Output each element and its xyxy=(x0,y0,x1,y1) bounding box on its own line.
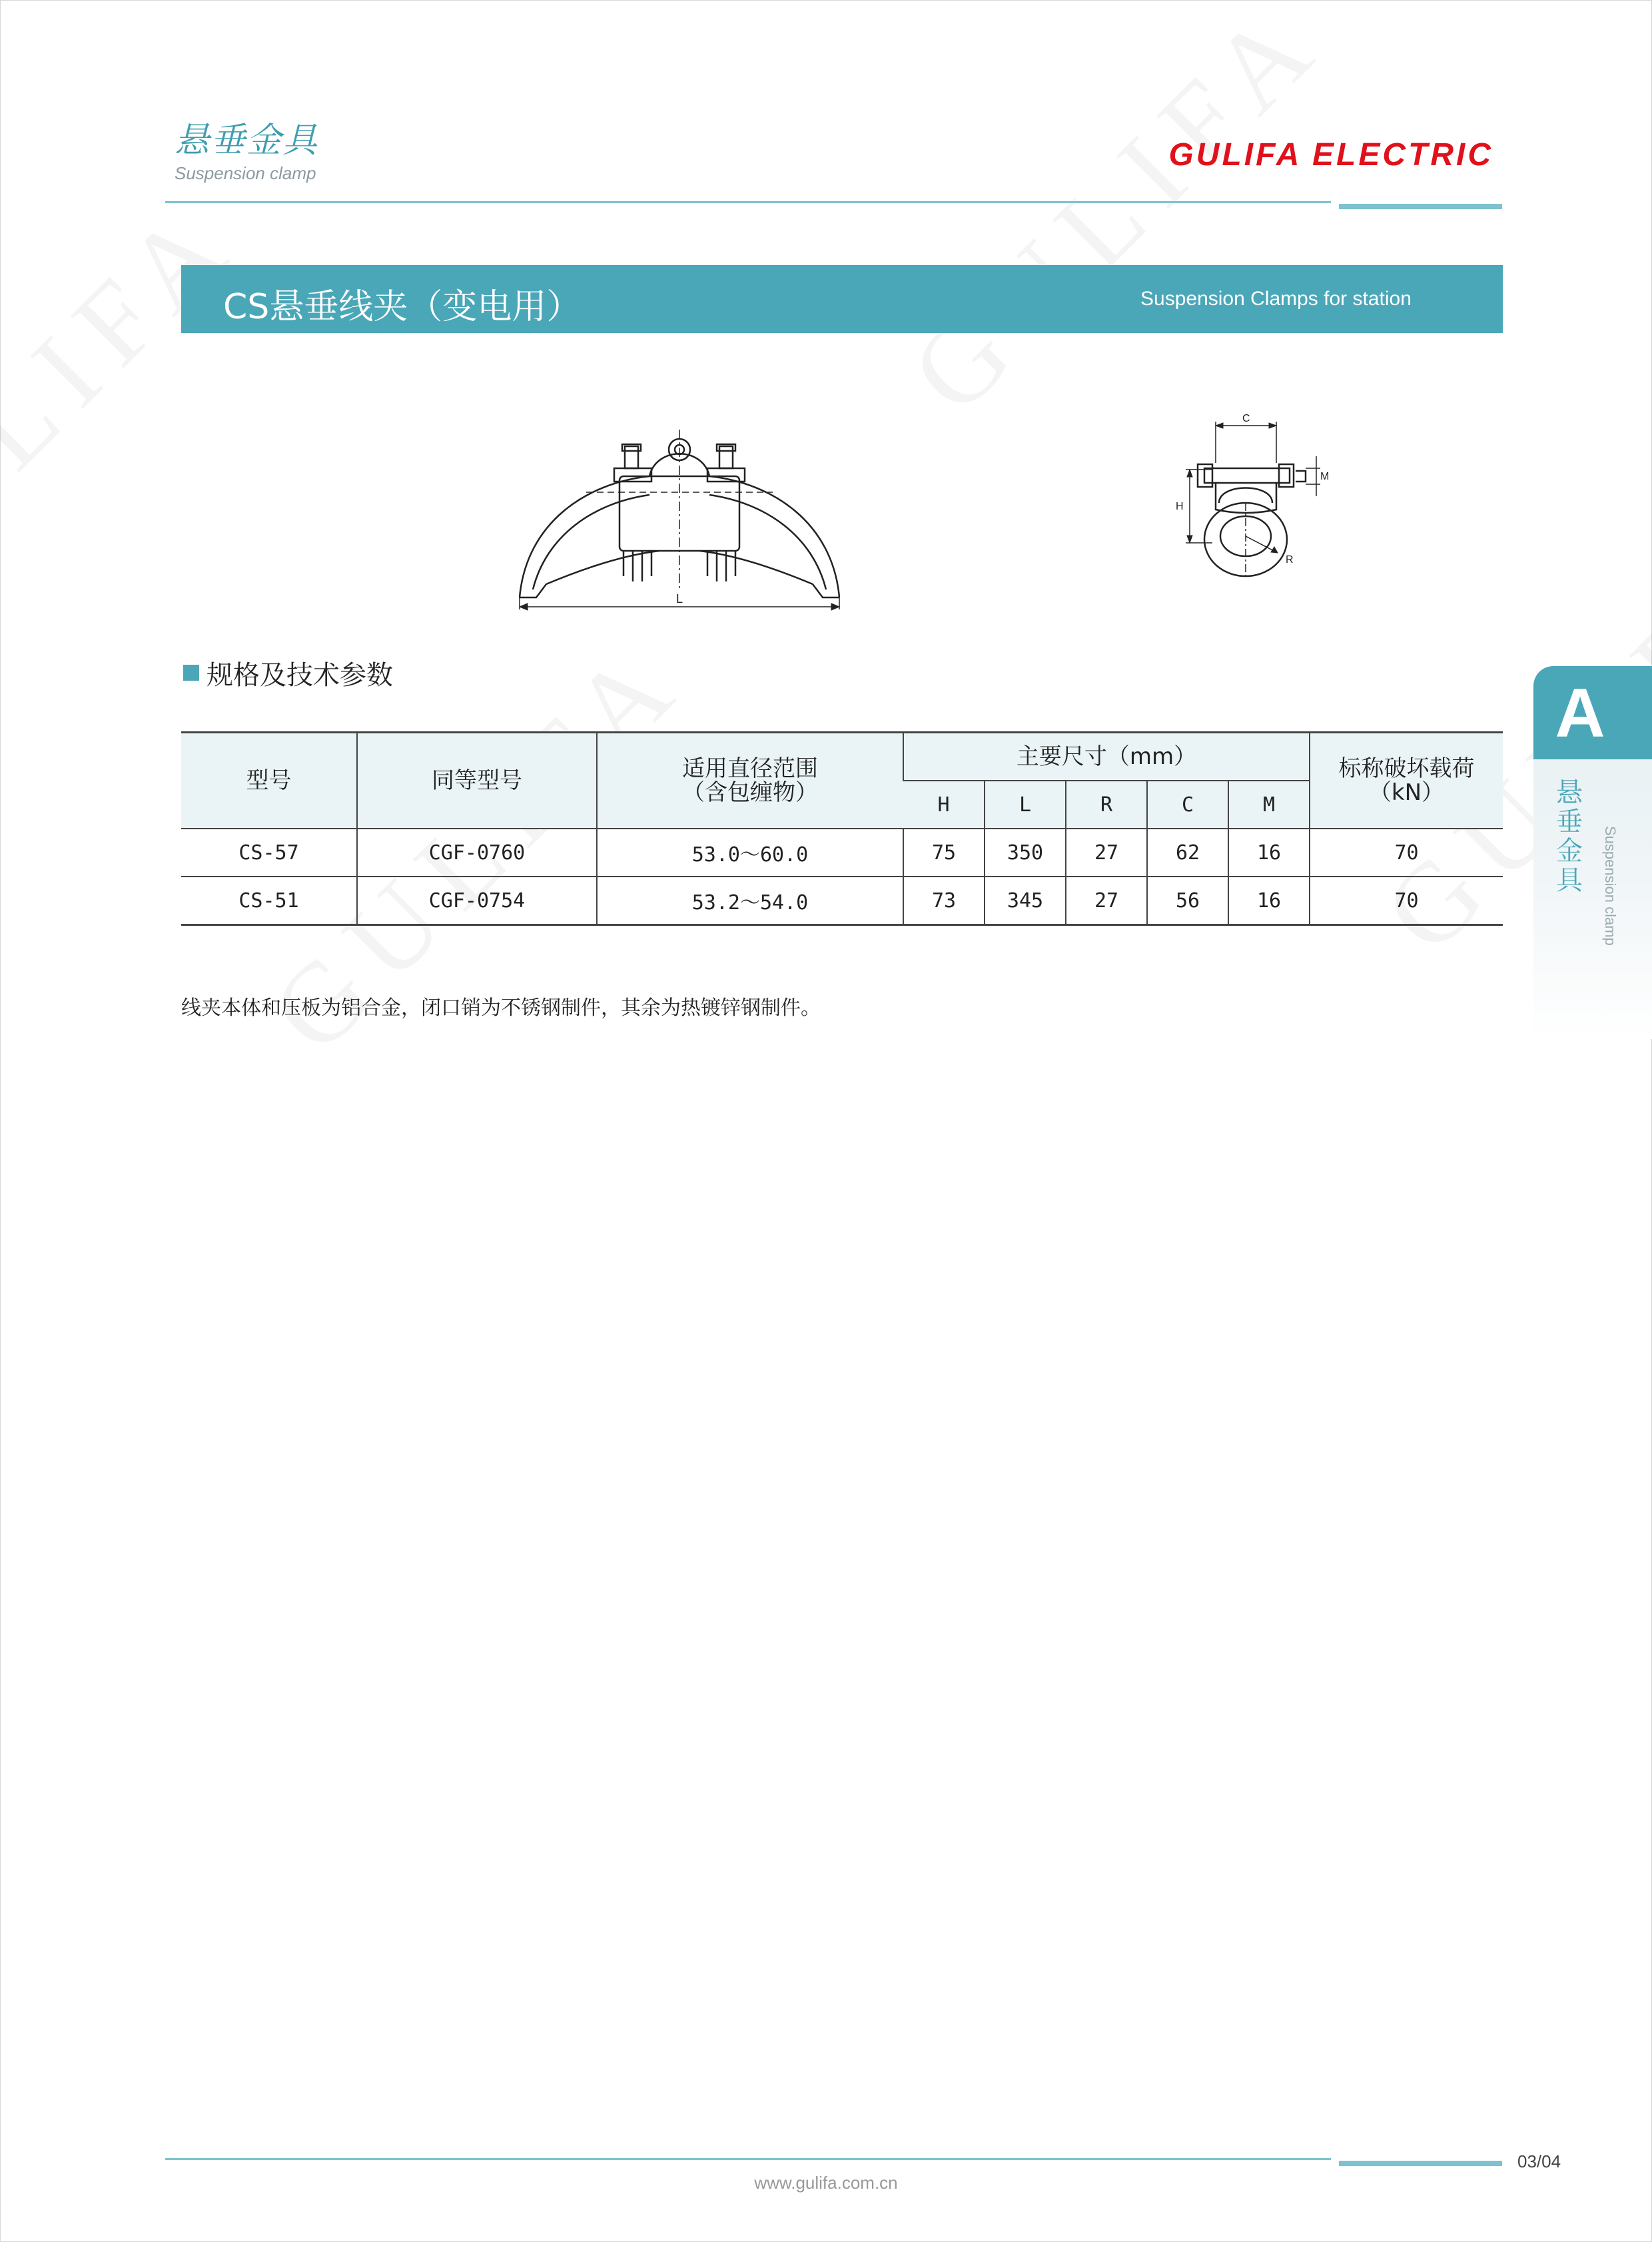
cell-l: 345 xyxy=(985,877,1066,925)
header-dim-h: H xyxy=(903,781,985,829)
header-main-dimensions: 主要尺寸（mm） xyxy=(903,733,1310,781)
cell-r: 27 xyxy=(1066,877,1147,925)
cell-breaking-load: 70 xyxy=(1310,829,1503,877)
category-title: 悬垂金具 xyxy=(175,121,319,161)
brand-logo: GULIFA ELECTRIC xyxy=(1168,137,1493,173)
header-diameter-range-line1: 适用直径范围 xyxy=(682,755,818,782)
header-dim-l: L xyxy=(985,781,1066,829)
header-divider-accent xyxy=(1339,204,1502,209)
front-view-drawing xyxy=(506,410,853,623)
table-row xyxy=(181,829,1503,877)
cell-equivalent-model: CGF-0760 xyxy=(357,829,597,877)
dim-label-l: L xyxy=(676,592,683,605)
cell-diameter-range: 53.2～54.0 xyxy=(597,877,903,925)
cell-l: 350 xyxy=(985,829,1066,877)
dim-label-m: M xyxy=(1320,471,1330,482)
cell-m: 16 xyxy=(1228,829,1310,877)
footer-website: www.gulifa.com.cn xyxy=(754,2173,898,2193)
page-number: 03/04 xyxy=(1517,2151,1561,2171)
footer-divider xyxy=(165,2158,1331,2160)
chapter-letter: A xyxy=(1555,675,1605,752)
header-dim-c: C xyxy=(1147,781,1228,829)
dim-label-c: C xyxy=(1242,413,1250,424)
header-dim-m: M xyxy=(1228,781,1310,829)
cell-model: CS-57 xyxy=(181,829,357,877)
cell-c: 56 xyxy=(1147,877,1228,925)
cell-m: 16 xyxy=(1228,877,1310,925)
cell-r: 27 xyxy=(1066,829,1147,877)
header-diameter-range xyxy=(597,733,903,829)
header-breaking-load-line2: （kN） xyxy=(1368,779,1445,806)
table-row xyxy=(181,877,1503,925)
category-subtitle: Suspension clamp xyxy=(175,163,316,183)
header-equivalent-model: 同等型号 xyxy=(357,733,597,829)
material-note: 线夹本体和压板为铝合金，闭口销为不锈钢制件，其余为热镀锌钢制件。 xyxy=(181,996,821,1020)
header-breaking-load-line1: 标称破坏载荷 xyxy=(1338,755,1475,782)
cell-h: 75 xyxy=(903,829,985,877)
chapter-subtitle: Suspension clamp xyxy=(1602,826,1619,946)
header-diameter-range-line2: （含包缠物） xyxy=(682,779,818,806)
header-breaking-load xyxy=(1310,733,1503,829)
dim-label-h: H xyxy=(1176,501,1184,512)
product-title-en: Suspension Clamps for station xyxy=(1140,288,1412,310)
cell-breaking-load: 70 xyxy=(1310,877,1503,925)
header-dim-r: R xyxy=(1066,781,1147,829)
dim-label-r: R xyxy=(1286,554,1294,565)
footer-divider-accent xyxy=(1339,2161,1502,2166)
cell-c: 62 xyxy=(1147,829,1228,877)
spec-table xyxy=(181,731,1503,926)
section-title: 规格及技术参数 xyxy=(206,660,393,691)
cell-diameter-range: 53.0～60.0 xyxy=(597,829,903,877)
section-marker xyxy=(183,665,199,681)
cell-h: 73 xyxy=(903,877,985,925)
side-view-drawing xyxy=(1146,403,1346,616)
cell-equivalent-model: CGF-0754 xyxy=(357,877,597,925)
header-divider xyxy=(165,201,1331,203)
chapter-title: 悬垂金具 xyxy=(1556,777,1583,896)
cell-model: CS-51 xyxy=(238,889,299,913)
header-model: 型号 xyxy=(181,733,357,829)
product-title: CS悬垂线夹（变电用） xyxy=(223,287,582,327)
